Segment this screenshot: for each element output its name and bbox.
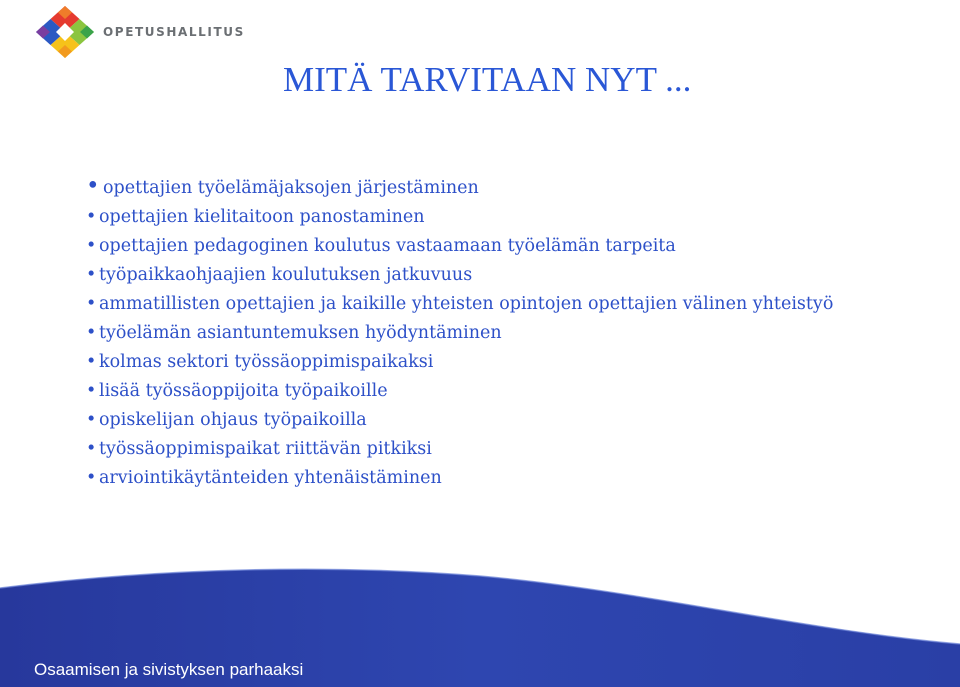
slide-title: MITÄ TARVITAAN NYT ... xyxy=(283,60,692,99)
bullet-glyph: • xyxy=(86,381,97,401)
logo-diamond-icon xyxy=(36,6,94,58)
bullet-item: • opettajien työelämäjaksojen järjestäminen xyxy=(86,173,479,199)
bullet-item: • työpaikkaohjaajien koulutuksen jatkuvuus xyxy=(86,261,886,290)
bullet-item: • opettajien kielitaitoon panostaminen xyxy=(86,203,886,232)
bullet-item: • työssäoppimispaikat riittävän pitkiksi xyxy=(86,435,886,464)
opetushallitus-logo xyxy=(36,6,245,58)
bullet-glyph: • xyxy=(86,352,97,372)
footer-slogan: Osaamisen ja sivistyksen parhaaksi xyxy=(34,660,304,679)
bullet-glyph: • xyxy=(86,294,97,314)
bullet-item: • lisää työssäoppijoita työpaikoille xyxy=(86,377,886,406)
bullet-glyph: • xyxy=(86,207,97,227)
bullet-glyph: • xyxy=(86,173,100,199)
bullet-glyph: • xyxy=(86,265,97,285)
bullet-item: • ammatillisten opettajien ja kaikille yhteisten opintojen opettajien välinen yhteistyö xyxy=(86,290,886,319)
bullet-glyph: • xyxy=(86,439,97,459)
logo-text: OPETUSHALLITUS xyxy=(103,25,245,39)
bullet-glyph: • xyxy=(86,410,97,430)
bullet-glyph: • xyxy=(86,323,97,343)
bullet-item: • kolmas sektori työssäoppimispaikaksi xyxy=(86,348,886,377)
bullet-item: • opiskelijan ohjaus työpaikoilla xyxy=(86,406,886,435)
bullet-item: • opettajien pedagoginen koulutus vastaamaan työelämän tarpeita xyxy=(86,232,886,261)
bullet-item: • arviointikäytänteiden yhtenäistäminen xyxy=(86,464,886,493)
bullet-glyph: • xyxy=(86,468,97,488)
bullet-list xyxy=(86,172,886,493)
bullet-glyph: • xyxy=(86,236,97,256)
bullet-item: • työelämän asiantuntemuksen hyödyntäminen xyxy=(86,319,886,348)
